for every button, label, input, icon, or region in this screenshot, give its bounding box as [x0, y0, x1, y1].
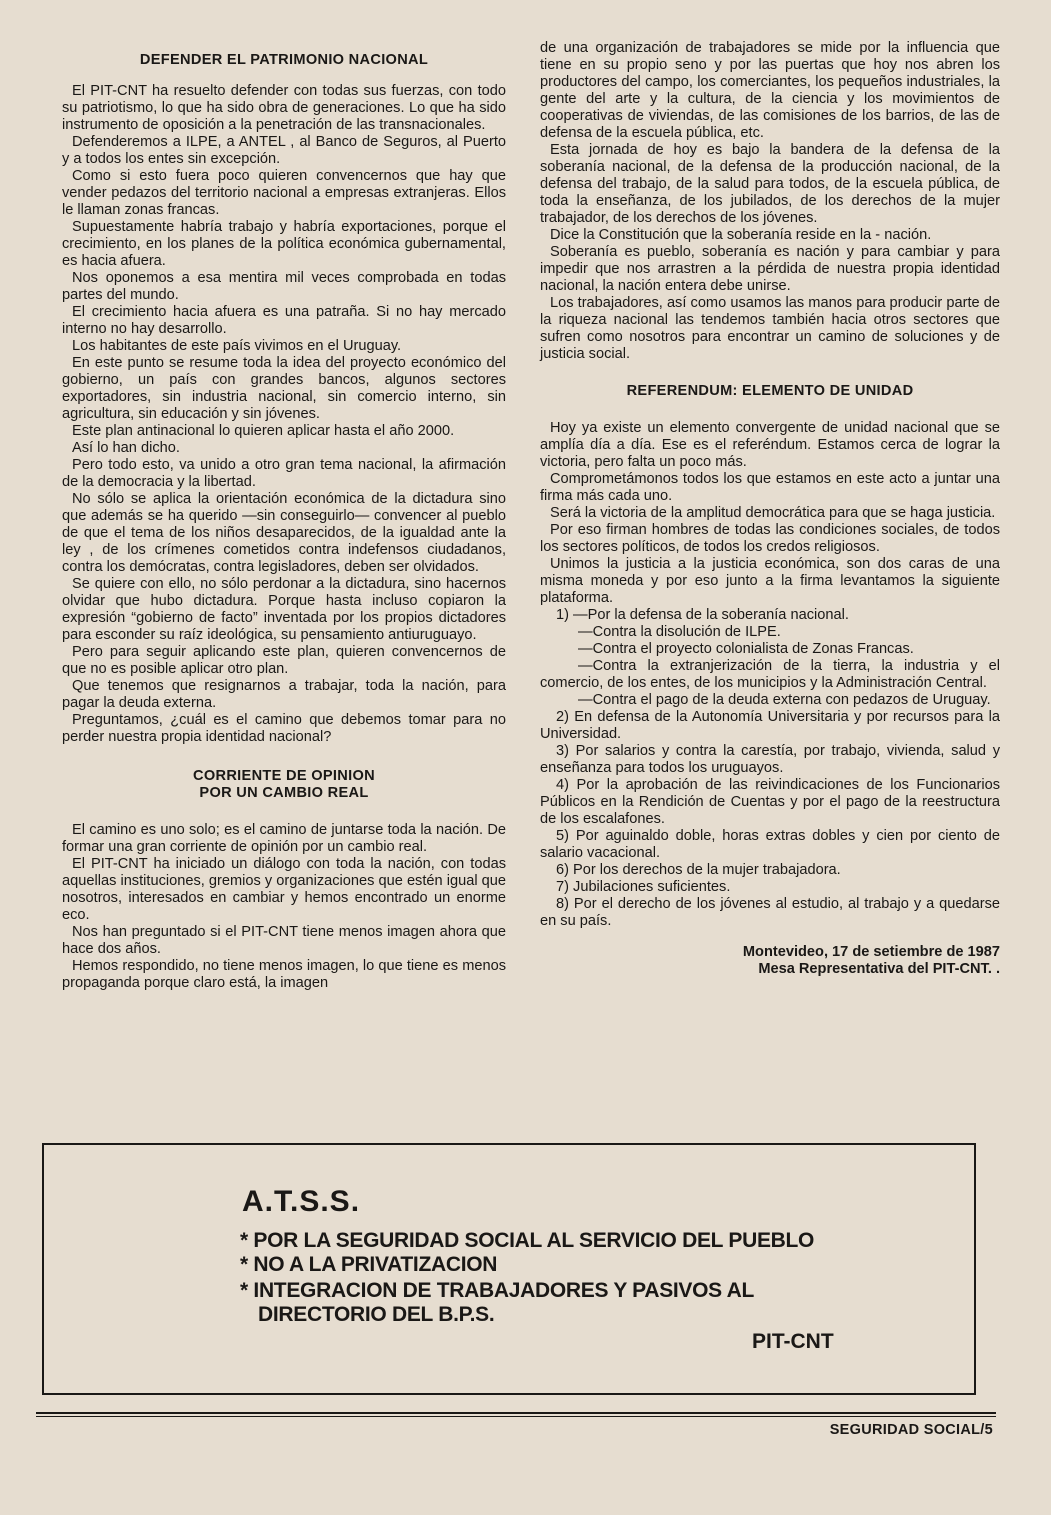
list-item: 7) Jubilaciones suficientes. [556, 879, 731, 895]
paragraph: Pero todo esto, va unido a otro gran tema nacional, la afirmación de la democracia y la libertad. [62, 457, 506, 490]
paragraph: Por eso firman hombres de todas las condiciones sociales, de todos los sectores políticos, de todos los credos religiosos. [540, 522, 1000, 555]
section-title-referendum: REFERENDUM: ELEMENTO DE UNIDAD [626, 383, 914, 399]
list-item: 2) En defensa de la Autonomía Universitaria y por recursos para la Universidad. [540, 709, 1000, 742]
paragraph: Los habitantes de este país vivimos en el Uruguay. [72, 338, 402, 354]
paragraph: Como si esto fuera poco quieren convencernos que hay que vender pedazos del territorio nacional a empresas extranjeras. Ellos le llaman zonas francas. [62, 168, 506, 218]
list-item: 5) Por aguinaldo doble, horas extras dobles y cien por ciento de salario vacacional. [540, 828, 1000, 861]
list-item: 6) Por los derechos de la mujer trabajadora. [556, 862, 841, 878]
signature-org: Mesa Representativa del PIT-CNT. . [758, 961, 1000, 977]
paragraph: Soberanía es pueblo, soberanía es nación y para cambiar y para impedir que nos arrastren a la pérdida de nuestra propia identidad nacional, la nación entera debe unirse. [540, 244, 1000, 294]
list-item: 8) Por el derecho de los jóvenes al estudio, al trabajo y a quedarse en su país. [540, 896, 1000, 929]
paragraph: Preguntamos, ¿cuál es el camino que debemos tomar para no perder nuestra propia identidad nacional? [62, 712, 506, 745]
paragraph: Este plan antinacional lo quieren aplicar hasta el año 2000. [72, 423, 455, 439]
paragraph: Unimos la justicia a la justicia económica, son dos caras de una misma moneda y por eso junto a la firma levantamos la siguiente plataforma. [540, 556, 1000, 606]
paragraph: El crecimiento hacia afuera es una patraña. Si no hay mercado interno no hay desarrollo. [62, 304, 506, 337]
section-title-patrimonio: DEFENDER EL PATRIMONIO NACIONAL [139, 52, 429, 68]
paragraph: Nos oponemos a esa mentira mil veces comprobada en todas partes del mundo. [62, 270, 506, 303]
list-item: 3) Por salarios y contra la carestía, por trabajo, vivienda, salud y enseñanza para todos los uruguayos. [540, 743, 1000, 776]
list-item: 1) —Por la defensa de la soberanía nacional. [556, 607, 849, 623]
paragraph: de una organización de trabajadores se mide por la influencia que tiene en su propio seno y por las puertas que hoy nos abren los productores del campo, los comerciantes, los pequeños industriales, la gente del arte y la cultura, de la ciencia y los movimientos de cooperativas de viviendas, de las comisiones de los barrios, de las de defensa de la escuela pública, etc. [540, 40, 1000, 141]
ad-line: * NO A LA PRIVATIZACION [240, 1253, 498, 1276]
paragraph: Supuestamente habría trabajo y habría exportaciones, porque el crecimiento, en los planes de la política económica gubernamental, es hacia afuera. [62, 219, 506, 269]
left-column [62, 52, 506, 992]
paragraph: Será la victoria de la amplitud democrática para que se haga justicia. [550, 505, 996, 521]
paragraph: Pero para seguir aplicando este plan, quieren convencernos de que no es posible aplicar otro plan. [62, 644, 506, 677]
paragraph: El PIT-CNT ha iniciado un diálogo con toda la nación, con todas aquellas instituciones, gremios y organizaciones que estén igual que nosotros, interesados en cambiar y hemos encontrado un enorme eco. [62, 856, 506, 923]
paragraph: Que tenemos que resignarnos a trabajar, toda la nación, para pagar la deuda externa. [62, 678, 506, 711]
list-item: —Contra el pago de la deuda externa con pedazos de Uruguay. [578, 692, 991, 708]
ad-line: * INTEGRACION DE TRABAJADORES Y PASIVOS AL [240, 1279, 755, 1302]
signature-block [540, 944, 1000, 978]
ad-line: * POR LA SEGURIDAD SOCIAL AL SERVICIO DEL PUEBLO [240, 1229, 815, 1252]
paragraph: El PIT-CNT ha resuelto defender con todas sus fuerzas, con todo su patriotismo, lo que ha sido obra de generaciones. Lo que ha sido instrumento de oposición a la penetración de las transnacionales. [62, 83, 506, 133]
ad-signature: PIT-CNT [752, 1330, 834, 1353]
atss-advertisement [42, 1143, 976, 1395]
list-item: —Contra la extranjerización de la tierra, la industria y el comercio, de los entes, de los municipios y la Administración Central. [540, 658, 1000, 691]
section-title-corriente-line2: POR UN CAMBIO REAL [199, 785, 369, 801]
paragraph: Defenderemos a ILPE, a ANTEL , al Banco de Seguros, al Puerto y a todos los entes sin excepción. [62, 134, 506, 167]
list-item: —Contra la disolución de ILPE. [578, 624, 781, 640]
paragraph: Comprometámonos todos los que estamos en este acto a juntar una firma más cada uno. [540, 471, 1000, 504]
paragraph: Los trabajadores, así como usamos las manos para producir parte de la riqueza nacional las tendemos también hacia otros sectores que sufren como nosotros para encontrar un camino de soluciones y de justicia social. [540, 295, 1000, 362]
paragraph: No sólo se aplica la orientación económica de la dictadura sino que además se ha querido —sin conseguirlo— convencer al pueblo de que el tema de los niños desaparecidos, de la igualdad ante la ley , de los crímenes cometidos contra indefensos ciudadanos, contra los demócratas, contra legisladores, deben ser olvidados. [62, 491, 506, 575]
paragraph: Hoy ya existe un elemento convergente de unidad nacional que se amplía día a día. Ese es el referéndum. Estamos cerca de lograr la victoria, pero falta un poco más. [540, 420, 1000, 470]
paragraph: Hemos respondido, no tiene menos imagen, lo que tiene es menos propaganda porque claro está, la imagen [62, 958, 506, 991]
platform-list [540, 607, 1000, 930]
ad-title: A.T.S.S. [242, 1185, 361, 1218]
signature-date: Montevideo, 17 de setiembre de 1987 [742, 944, 1000, 960]
section-title-corriente-line1: CORRIENTE DE OPINION [193, 768, 375, 784]
paragraph: Se quiere con ello, no sólo perdonar a la dictadura, sino hacernos olvidar que hubo dictadura. Porque hasta incluso copiaron la expresión “gobierno de facto” inventada por los propios dictadores para esconder su raíz ideológica, su pensamiento antiuruguayo. [62, 576, 506, 643]
paragraph: El camino es uno solo; es el camino de juntarse toda la nación. De formar una gran corriente de opinión por un cambio real. [62, 822, 506, 855]
paragraph: Nos han preguntado si el PIT-CNT tiene menos imagen ahora que hace dos años. [62, 924, 506, 957]
paragraph: Así lo han dicho. [72, 440, 180, 456]
footer-rule [36, 1412, 996, 1414]
footer-rule [36, 1416, 996, 1417]
paragraph: En este punto se resume toda la idea del proyecto económico del gobierno, un país con grandes bancos, algunos sectores exportadores, sin industria nacional, sin comercio interno, sin agricultura, sin educación y sin jóvenes. [62, 355, 506, 422]
paragraph: Dice la Constitución que la soberanía reside en la - nación. [550, 227, 932, 243]
list-item: —Contra el proyecto colonialista de Zonas Francas. [578, 641, 914, 657]
right-column [540, 40, 1000, 978]
paragraph: Esta jornada de hoy es bajo la bandera de la defensa de la soberanía nacional, de la defensa de la producción nacional, de la defensa del trabajo, de la salud para todos, de la escuela pública, de toda la enseñanza, de los jubilados, de los derechos de la mujer trabajador, de los derechos de los jóvenes. [540, 142, 1000, 226]
ad-line: DIRECTORIO DEL B.P.S. [258, 1303, 495, 1326]
list-item: 4) Por la aprobación de las reivindicaciones de los Funcionarios Públicos en la Rendición de Cuentas y por el pago de la reestructura de los escalafones. [540, 777, 1000, 827]
page-footer: SEGURIDAD SOCIAL/5 [829, 1422, 993, 1438]
